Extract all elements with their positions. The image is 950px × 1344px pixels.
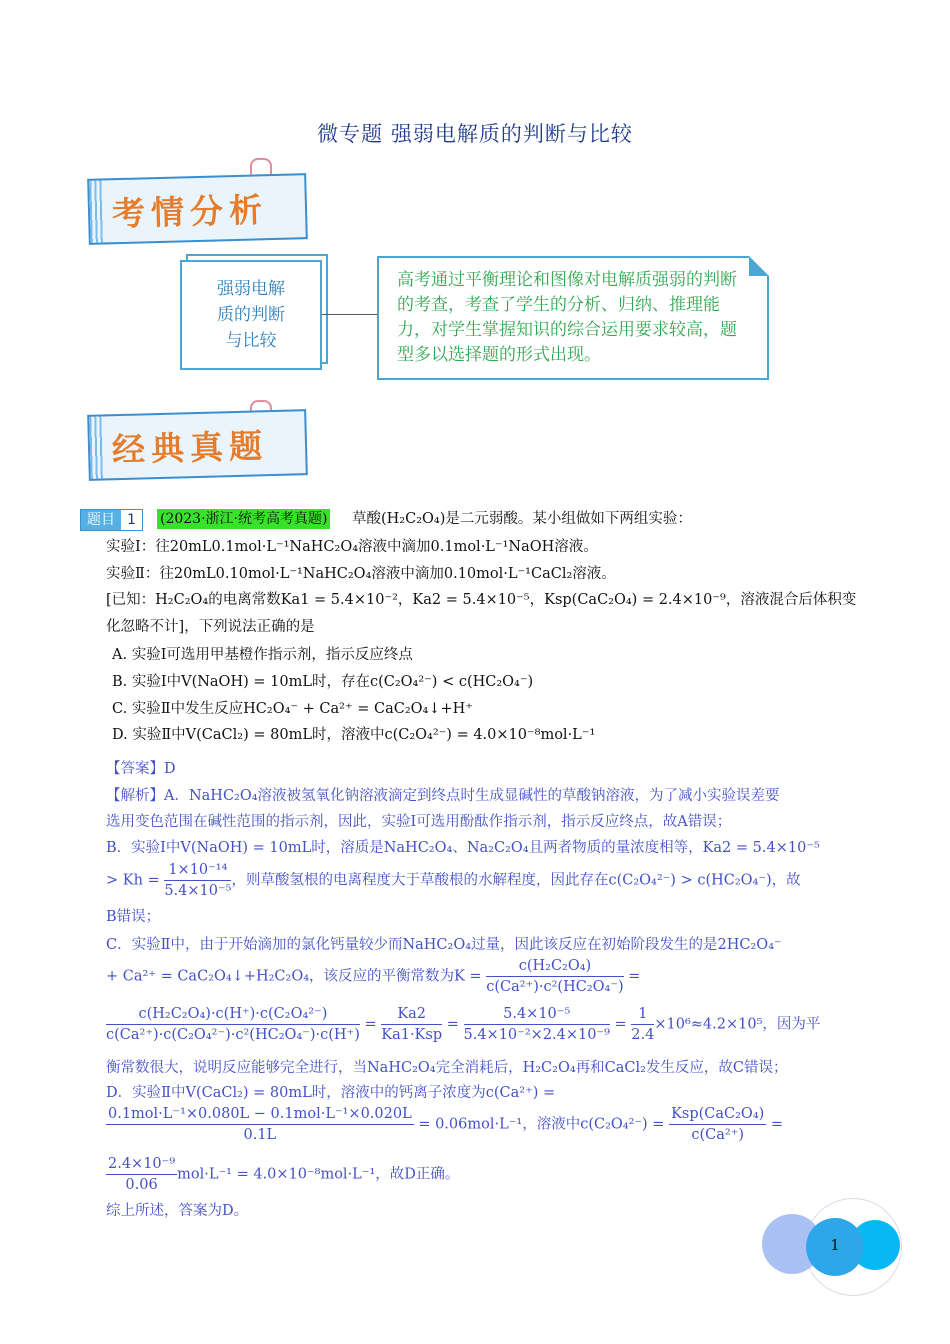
section-banner-questions [87,409,308,481]
topic-line: 强弱电解 [217,279,285,299]
explanation-line: > Kh = $\frac{\text{1×10⁻¹⁴}}{\text{5.4×10⁻⁵}}$ ，则草酸氢根的电离程度大于草酸根的水解程度，因此存在c(C₂O₄²⁻) > c(HC₂O₄⁻)，故 [106,862,801,899]
analysis-text: 高考通过平衡理论和图像对电解质强弱的判断的考查，考查了学生的分析、归纳、推理能力，对学生掌握知识的综合运用要求较高，题型多以选择题的形式出现。 [397,270,737,365]
banner-label: 考情分析 [111,190,269,234]
page-number: 1 [830,1236,840,1254]
topic-line: 质的判断 [217,305,285,325]
section-banner-analysis [87,173,308,245]
badge-label: 题目 [81,510,121,530]
answer: 【答案】D [106,761,176,777]
banner-label: 经典真题 [111,426,269,470]
option-a: A. 实验Ⅰ可选用甲基橙作指示剂，指示反应终点 [112,647,413,663]
topic-card [180,260,322,370]
page-title: 微专题 强弱电解质的判断与比较 [317,122,633,146]
explanation-line: 【解析】A．NaHC₂O₄溶液被氢氧化钠溶液滴定到终点时生成显碱性的草酸钠溶液，为了减小实验误差要 [106,788,780,804]
connector-line [322,314,378,315]
option-d: D. 实验Ⅱ中V(CaCl₂) = 80mL时，溶液中c(C₂O₄²⁻) = 4.0×10⁻⁸mol·L⁻¹ [112,727,596,743]
question-stem: 草酸(H₂C₂O₄)是二元弱酸。某小组做如下两组实验： [352,511,692,527]
source-tag: (2023·浙江·统考高考真题) [157,509,330,529]
explanation-line: B错误； [106,909,161,925]
banner-stripe [89,416,105,478]
explanation-line: B．实验Ⅰ中V(NaOH) = 10mL时，溶质是NaHC₂O₄、Na₂C₂O₄且两者物质的量浓度相等，Ka2 = 5.4×10⁻⁵ [106,840,820,856]
badge-number: 1 [121,510,142,530]
question-line: 实验Ⅱ：往20mL0.10mol·L⁻¹NaHC₂O₄溶液中滴加0.10mol·L⁻¹CaCl₂溶液。 [106,566,616,582]
explanation-line: C．实验Ⅱ中，由于开始滴加的氯化钙量较少而NaHC₂O₄过量，因此该反应在初始阶段发生的是2HC₂O₄⁻ [106,937,782,953]
explanation-line: $\frac{\text{2.4×10⁻⁹}}{0.06}$ mol·L⁻¹ = 4.0×10⁻⁸mol·L⁻¹，故D正确。 [108,1156,460,1193]
option-c: C. 实验Ⅱ中发生反应HC₂O₄⁻ + Ca²⁺ = CaC₂O₄↓+H⁺ [112,701,473,717]
explanation-line: 衡常数很大，说明反应能够完全进行，当NaHC₂O₄完全消耗后，H₂C₂O₄再和CaCl₂发生反应，故C错误； [106,1060,788,1076]
topic-line: 与比较 [225,331,277,351]
explanation-line: D．实验Ⅱ中V(CaCl₂) = 80mL时，溶液中的钙离子浓度为c(Ca²⁺) = [106,1085,556,1101]
analysis-card [377,256,769,380]
explanation-line: + Ca²⁺ = CaC₂O₄↓+H₂C₂O₄，该反应的平衡常数为K = $\frac{\text{c(H₂C₂O₄)}}{\text{c(Ca²⁺)·c²(HC₂O₄⁻)}}$ = [106,958,641,995]
explanation-line: $\frac{\text{0.1mol·L⁻¹×0.080L − 0.1mol·L⁻¹×0.020L}}{0.1L}$ = 0.06mol·L⁻¹，溶液中c(C₂O₄²⁻) = $\frac{\text{Ksp(CaC₂O₄)}}{\text{c(Ca²⁺)}}$ = [108,1106,784,1143]
folded-corner [749,256,769,276]
question-line: 化忽略不计]，下列说法正确的是 [106,619,315,635]
question-badge [80,509,143,531]
question-line: [已知：H₂C₂O₄的电离常数Ka1 = 5.4×10⁻²，Ka2 = 5.4×10⁻⁵，Ksp(CaC₂O₄) = 2.4×10⁻⁹，溶液混合后体积变 [106,592,857,608]
explanation-line: 选用变色范围在碱性范围的指示剂，因此，实验Ⅰ可选用酚酞作指示剂，指示反应终点，故A错误； [106,814,732,830]
summary-line: 综上所述，答案为D。 [106,1203,249,1219]
explanation-line: $\frac{\text{c(H₂C₂O₄)·c(H⁺)·c(C₂O₄²⁻)}}{\text{c(Ca²⁺)·c(C₂O₄²⁻)·c²(HC₂O₄⁻)·c(H⁺)}}$ = $\frac{Ka2}{\text{Ka1·Ksp}}$ = $\frac{\text{5.4×10⁻⁵}}{\text{5.4×10⁻²×2.4×10⁻⁹}}$ = $\frac{1}{2.4}$ ×10⁶≈4.2×10⁵，因为平 [106,1006,821,1043]
question-line: 实验Ⅰ：往20mL0.1mol·L⁻¹NaHC₂O₄溶液中滴加0.1mol·L⁻¹NaOH溶液。 [106,539,598,555]
option-b: B. 实验Ⅰ中V(NaOH) = 10mL时，存在c(C₂O₄²⁻) < c(HC₂O₄⁻) [112,674,534,690]
banner-stripe [89,180,105,242]
